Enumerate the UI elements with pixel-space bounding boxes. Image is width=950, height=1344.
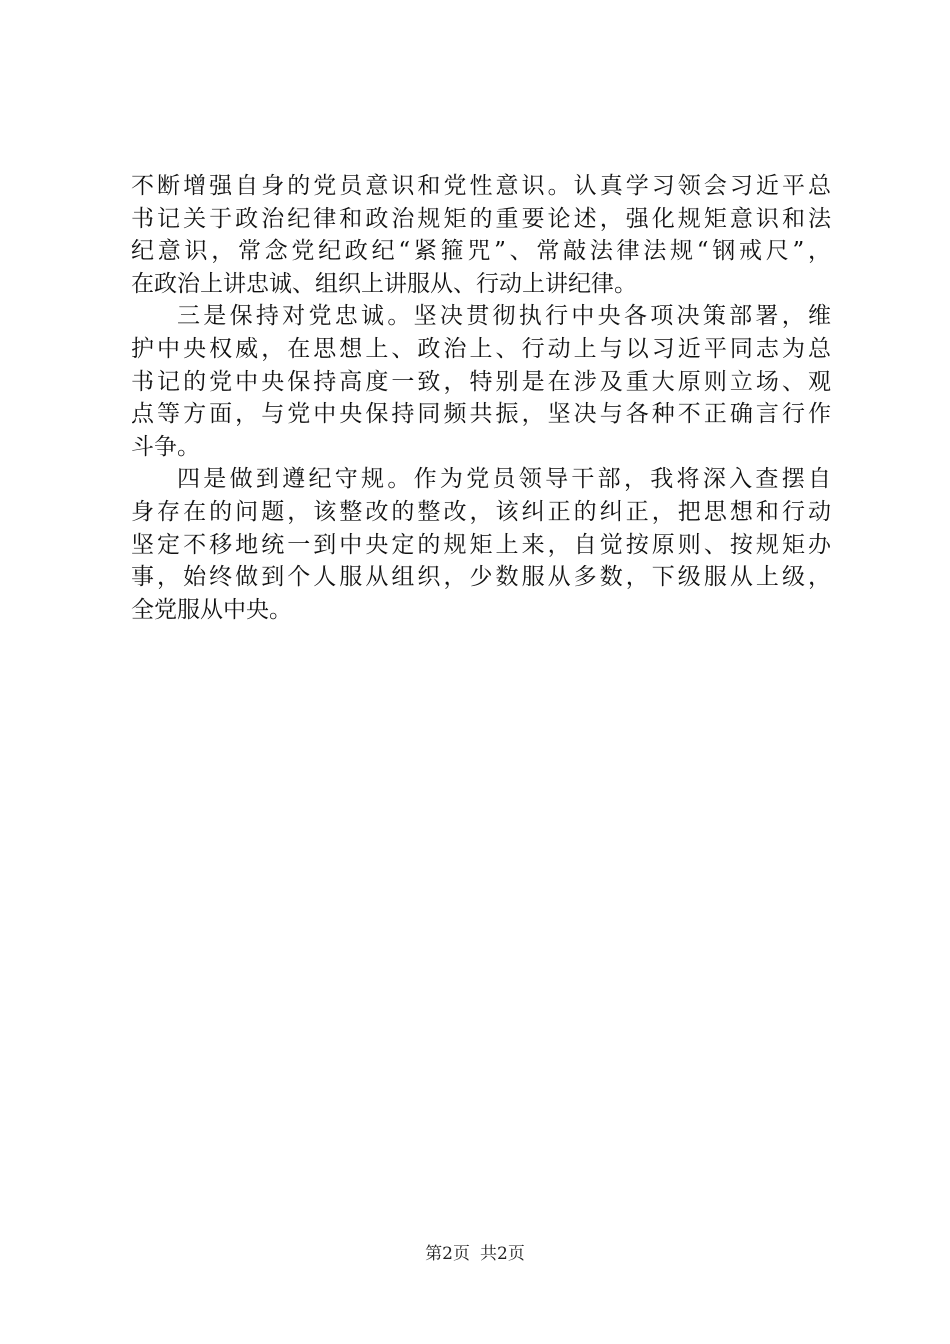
text-line: 身存在的问题，该整改的整改，该纠正的纠正，把思想和行动 (131, 498, 831, 525)
text-line: 纪意识，常念党纪政纪“紧箍咒”、常敲法律法规“钢戒尺”， (131, 238, 831, 265)
text-line: 书记关于政治纪律和政治规矩的重要论述，强化规矩意识和法 (131, 205, 831, 232)
page-number: 第2页 (425, 1244, 470, 1264)
text-line: 坚定不移地统一到中央定的规矩上来，自觉按原则、按规矩办 (131, 531, 831, 558)
text-line: 点等方面，与党中央保持同频共振，坚决与各种不正确言行作 (131, 401, 831, 428)
text-line: 全党服从中央。 (131, 596, 292, 623)
page-footer (0, 1242, 950, 1266)
text-line: 不断增强自身的党员意识和党性意识。认真学习领会习近平总 (131, 173, 831, 199)
text-line: 书记的党中央保持高度一致，特别是在涉及重大原则立场、观 (131, 368, 831, 395)
text-line: 斗争。 (131, 433, 200, 460)
text-line: 在政治上讲忠诚、组织上讲服从、行动上讲纪律。 (131, 270, 637, 297)
document-body (131, 170, 831, 626)
text-line: 事，始终做到个人服从组织，少数服从多数，下级服从上级， (131, 564, 831, 591)
paragraph-first-line: 四是做到遵纪守规。作为党员领导干部，我将深入查摆自 (177, 466, 831, 493)
text-line: 护中央权威，在思想上、政治上、行动上与以习近平同志为总 (131, 335, 831, 362)
page-total: 共2页 (480, 1244, 525, 1264)
paragraph-first-line: 三是保持对党忠诚。坚决贯彻执行中央各项决策部署，维 (177, 303, 831, 330)
